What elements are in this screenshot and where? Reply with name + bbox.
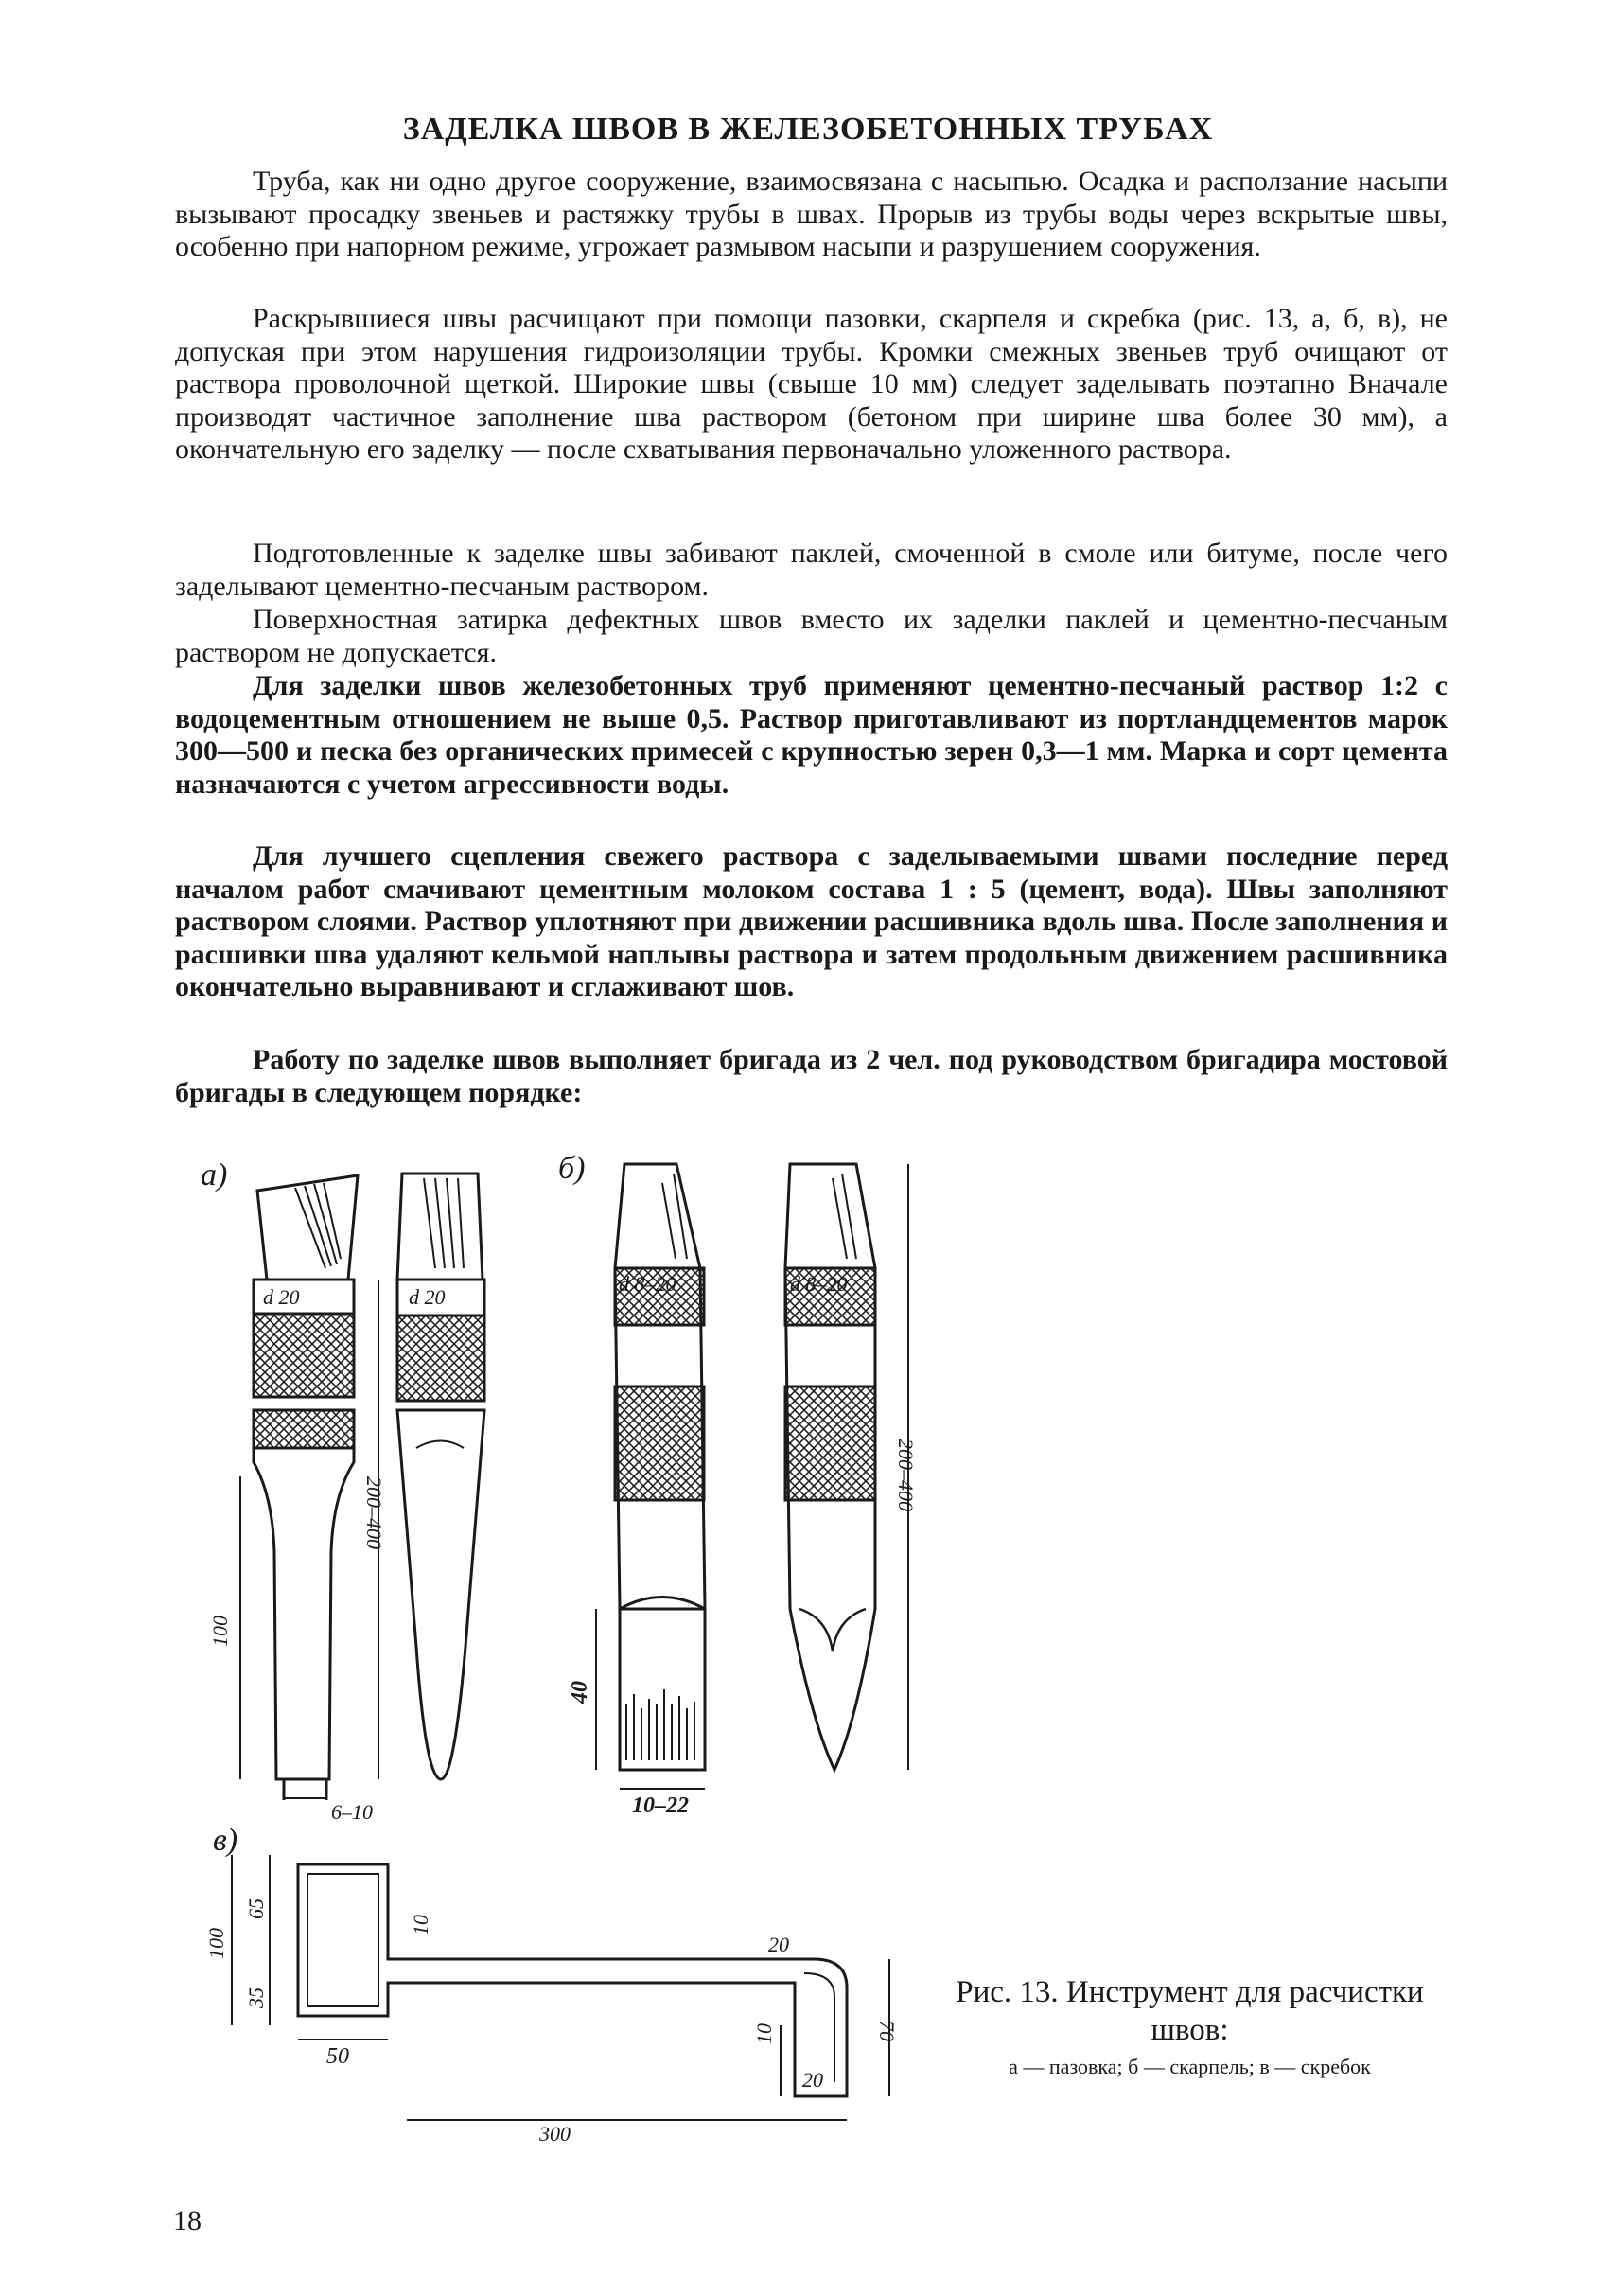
label-b: б) bbox=[558, 1151, 586, 1186]
dim-d8-20-b: d 8–20 bbox=[790, 1272, 848, 1296]
paragraph-2: Раскрывшиеся швы расчищают при помощи пазовки, скарпеля и скребка (рис. 13, а, б, в), не допуская при этом нарушения гидроизоляции трубы. Кромки смежных звеньев труб очищают от раствора проволочной щеткой. Широкие швы (свыше 10 мм) следует заделывать поэтапно Вначале производят частичное заполнение шва раствором (бетоном при ширине шва более 30 мм), а окончательную его заделку — после схватывания первоначально уложенного раствора. bbox=[175, 303, 1448, 465]
chisel-a-tool-1 bbox=[254, 1175, 358, 1800]
figure-caption bbox=[932, 1973, 1448, 2079]
dim-len-b: 200–400 bbox=[894, 1439, 918, 1511]
dim-v-20-bot: 20 bbox=[802, 2068, 823, 2092]
paragraph-1: Труба, как ни одно другое сооружение, взаимосвязана с насыпью. Осадка и расползание насыпи вызывают просадку звеньев и растяжку трубы в швах. Прорыв из трубы воды через вскрытые швы, особенно при напорном режиме, угрожает размывом насыпи и разрушением сооружения. bbox=[175, 166, 1448, 262]
scraper-v-tool bbox=[298, 1864, 847, 2096]
dim-d20-b: d 20 bbox=[409, 1285, 446, 1309]
paragraph-3: Подготовленные к заделке швы забивают паклей, смоченной в смоле или битуме, после чего заделывают цементно-песчаным раствором. bbox=[175, 538, 1448, 602]
dim-v-300: 300 bbox=[539, 2122, 571, 2146]
dim-blade-b: 40 bbox=[568, 1681, 592, 1704]
paragraph-6: Для лучшего сцепления свежего раствора с заделываемыми швами последние перед началом работ смачивают цементным молоком состава 1 : 5 (цемент, вода). Швы заполняют раствором слоями. Раствор уплотняют при движении расшивника вдоль шва. После заполнения и расшивки шва удаляют кельмой наплывы раствора и затем продольным движением расшивника окончательно выравнивают и сглаживают шов. bbox=[175, 840, 1448, 1002]
paragraph-4: Поверхностная затирка дефектных швов вместо их заделки паклей и цементно-песчаным раствором не допускается. bbox=[175, 604, 1448, 668]
dim-v-100: 100 bbox=[204, 1928, 228, 1959]
caption-title: Рис. 13. Инструмент для расчистки швов: bbox=[956, 1975, 1424, 2047]
dim-len-a: 200–400 bbox=[362, 1476, 386, 1549]
chisel-a-tool-2 bbox=[397, 1174, 484, 1779]
dim-v-50: 50 bbox=[326, 2044, 349, 2069]
dim-v-10-hook: 10 bbox=[752, 2023, 776, 2044]
paragraph-5: Для заделки швов железобетонных труб применяют цементно-песчаный раствор 1:2 с водоцементным отношением не выше 0,5. Раствор приготавливают из портландцементов марок 300—500 и песка без органических примесей с крупностью зерен 0,3—1 мм. Марка и сорт цемента назначаются с учетом агрессивности воды. bbox=[175, 670, 1448, 800]
caption-legend: а — пазовка; б — скарпель; в — скребок bbox=[1009, 2055, 1371, 2078]
chisel-b-tool-1 bbox=[615, 1164, 705, 1770]
dim-v-10-top: 10 bbox=[409, 1915, 432, 1935]
label-a: а) bbox=[201, 1157, 228, 1192]
dim-width-a: 6–10 bbox=[331, 1800, 373, 1824]
dim-v-65: 65 bbox=[244, 1899, 268, 1919]
dim-d8-20-a: d 8–20 bbox=[619, 1272, 676, 1296]
paragraph-7: Работу по заделке швов выполняет бригада из 2 чел. под руководством бригадира мостовой бригады в следующем порядке: bbox=[175, 1044, 1448, 1108]
chisel-b-tool-2 bbox=[785, 1164, 875, 1770]
page-number: 18 bbox=[173, 2205, 202, 2236]
dim-v-20-top: 20 bbox=[768, 1933, 789, 1956]
label-v: в) bbox=[213, 1823, 238, 1858]
dim-width-b: 10–22 bbox=[632, 1793, 689, 1818]
dim-len-a-handle: 100 bbox=[208, 1616, 232, 1647]
section-title: ЗАДЕЛКА ШВОВ В ЖЕЛЕЗОБЕТОННЫХ ТРУБАХ bbox=[402, 112, 1214, 147]
dim-v-35: 35 bbox=[244, 1987, 268, 2008]
dim-v-70: 70 bbox=[875, 2021, 899, 2041]
dim-d20-a: d 20 bbox=[263, 1285, 300, 1309]
